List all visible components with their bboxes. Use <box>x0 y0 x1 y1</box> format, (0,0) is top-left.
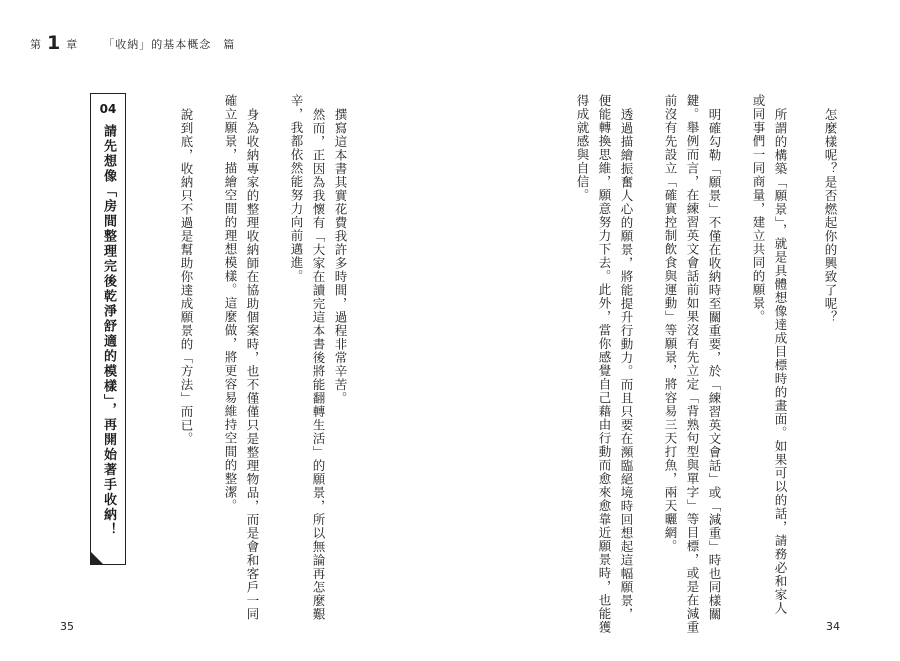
left-line-1: 撰寫這本書其實花費我許多時間，過程非常辛苦。 <box>333 108 348 405</box>
right-line-8: 便能轉換思維，願意努力下去。此外，當你感覺自己藉由行動而愈來愈靠近願景時，也能獲 <box>597 94 612 634</box>
chapter-prefix: 第 <box>30 37 41 51</box>
section-number: 04 <box>99 102 117 116</box>
page-number-right: 34 <box>826 620 840 633</box>
right-line-2: 所謂的構築「願景」，就是具體想像達成目標時的畫面。如果可以的話，請務必和家人 <box>773 108 788 615</box>
chapter-title: 「收納」的基本概念 篇 <box>103 37 236 51</box>
right-line-1: 怎麼樣呢？是否燃起你的興致了呢？ <box>823 108 838 324</box>
chapter-number: 1 <box>47 32 61 54</box>
right-line-7: 透過描繪振奮人心的願景，將能提升行動力。而且只要在瀕臨絕境時回想起這幅願景， <box>619 108 634 621</box>
section-heading-line-1: 請先想像「房間整理完後乾淨舒適的模樣」， <box>101 124 116 418</box>
right-line-4: 明確勾勒「願景」不僅在收納時至關重要，於「練習英文會話」或「減重」時也同樣關 <box>707 108 722 621</box>
section-heading-line-2: 再開始著手收納！ <box>101 417 116 538</box>
section-box <box>90 93 126 565</box>
chapter-header <box>30 34 235 53</box>
left-line-6: 說到底，收納只不過是幫助你達成願景的「方法」而已。 <box>179 108 194 446</box>
section-heading <box>97 124 119 538</box>
left-line-5: 確立願景，描繪空間的理想模樣。這麼做，將更容易維持空間的整潔。 <box>223 94 238 513</box>
left-line-3: 辛，我都依然能努力向前邁進。 <box>289 94 304 283</box>
right-line-3: 或同事們一同商量，建立共同的願景。 <box>751 94 766 324</box>
right-line-5: 鍵。舉例而言，在練習英文會話前如果沒有先立定「背熟句型與單字」等目標，或是在減重 <box>685 94 700 634</box>
right-line-9: 得成就感與自信。 <box>575 94 590 202</box>
right-line-6: 前沒有先設立「確實控制飲食與運動」等願景，將容易三天打魚，兩天曬網。 <box>663 94 678 553</box>
left-line-4: 身為收納專家的整理收納師在協助個案時，也不僅僅只是整理物品，而是會和客戶一同 <box>245 108 260 621</box>
page-number-left: 35 <box>60 620 74 633</box>
chapter-suffix: 章 <box>66 37 78 51</box>
left-line-2: 然而，正因為我懷有「大家在讀完這本書後將能翻轉生活」的願景，所以無論再怎麼艱 <box>311 108 326 621</box>
